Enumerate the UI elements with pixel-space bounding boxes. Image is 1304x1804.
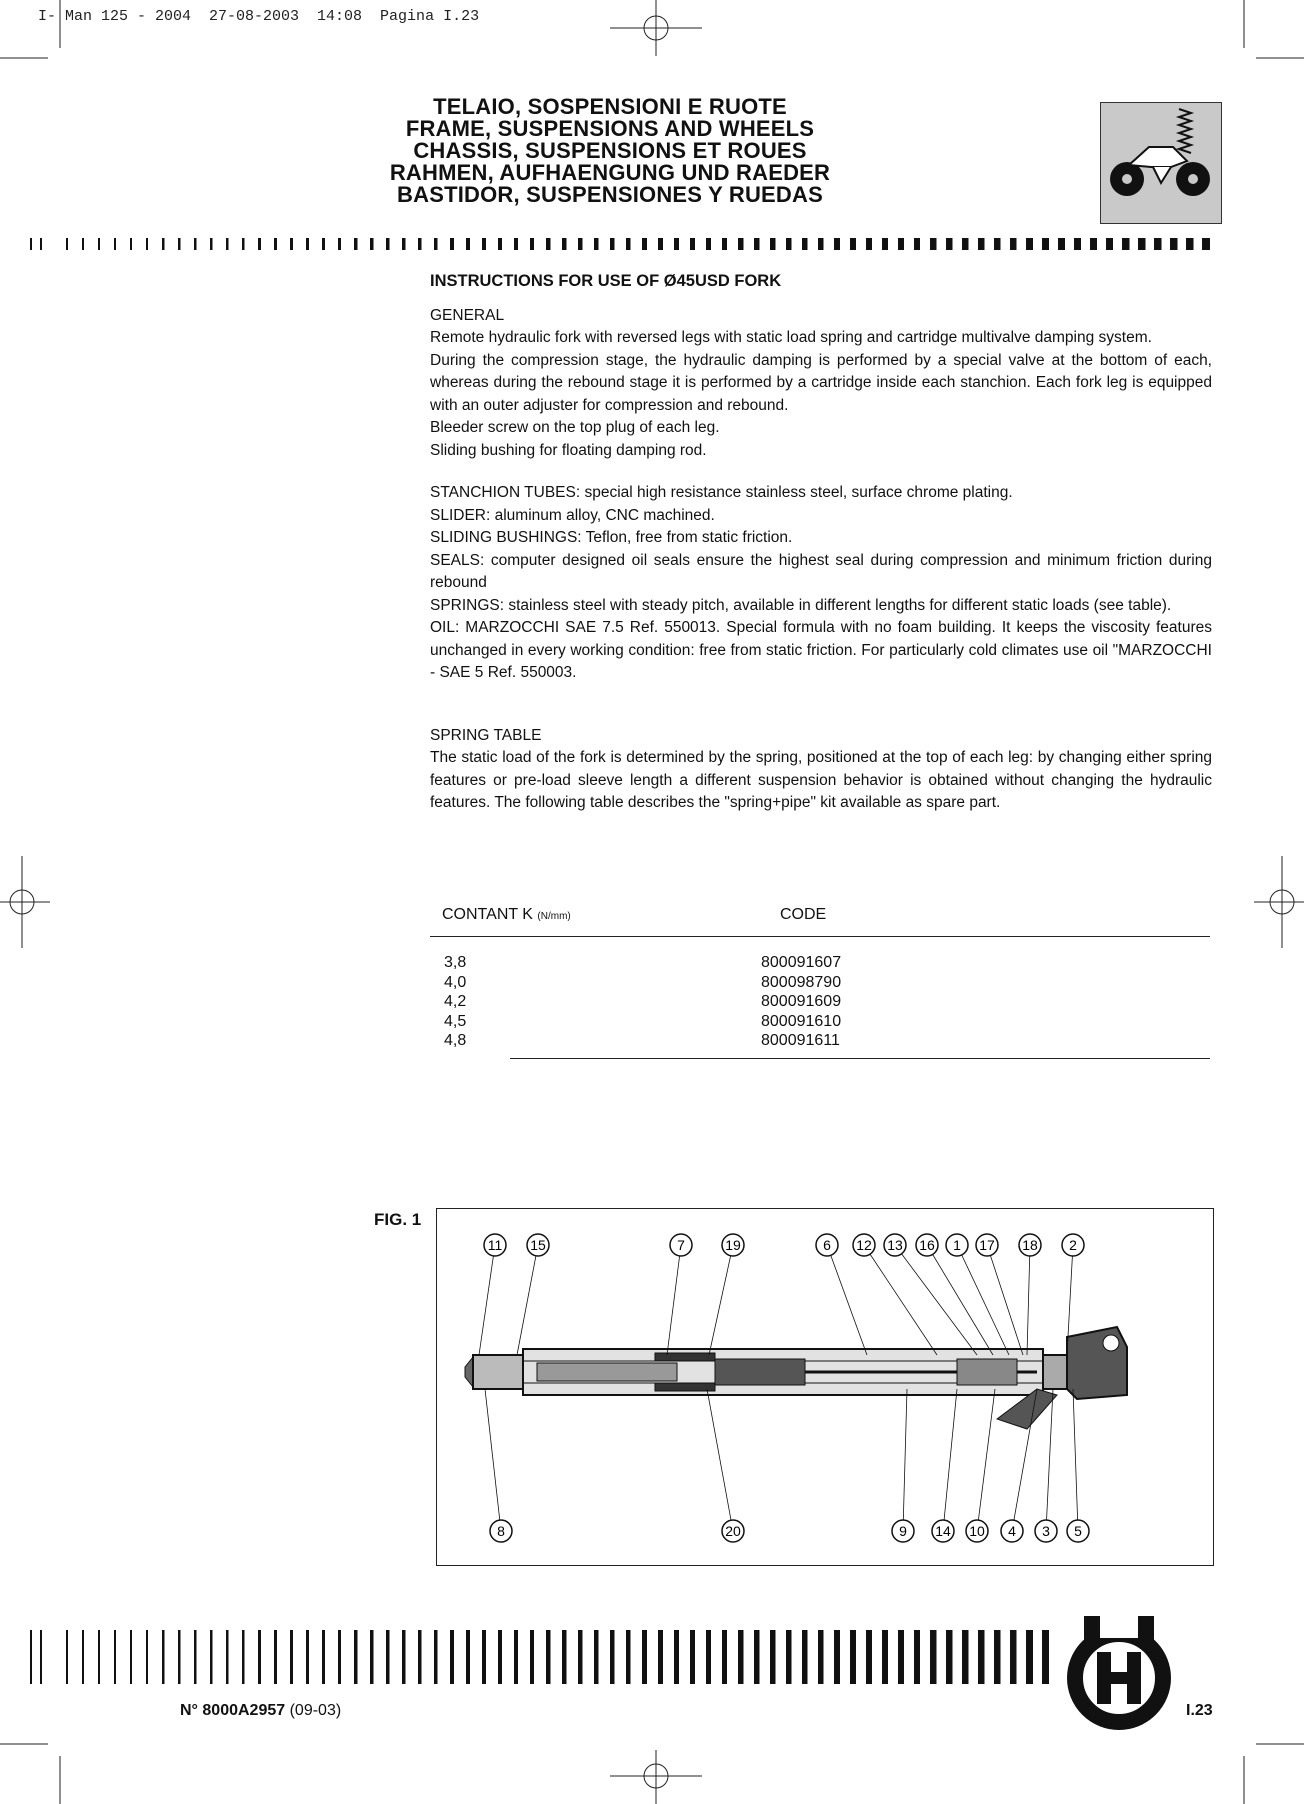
callout-leader-line — [479, 1245, 495, 1355]
spec-bushings: SLIDING BUSHINGS: Teflon, free from static friction. — [430, 529, 793, 546]
callout-number: 3 — [1042, 1523, 1050, 1539]
general-paragraph: During the compression stage, the hydraulic damping is performed by a special valve at the bottom of each, whereas during the rebound stage it is performed by a cartridge inside each stanchion. Each fork leg is equipped with an outer adjuster for compression and rebound. — [430, 351, 1212, 414]
top-tick-bar — [30, 238, 1220, 250]
title-de: RAHMEN, AUFHAENGUNG UND RAEDER — [389, 160, 831, 185]
callout-number: 20 — [725, 1523, 741, 1539]
callout-leader-line — [943, 1389, 957, 1531]
page-number: I.23 — [1186, 1702, 1213, 1719]
callout-leader-line — [709, 1245, 733, 1355]
table-row: 4,0 800098790 — [444, 973, 842, 991]
bottom-tick-bar — [30, 1630, 1060, 1684]
callouts-bottom — [485, 1389, 1089, 1542]
motorcycle-suspension-icon — [1100, 102, 1222, 224]
callout-number: 6 — [823, 1237, 831, 1253]
general-title: GENERAL — [430, 306, 505, 324]
callout-number: 4 — [1008, 1523, 1016, 1539]
table-row: 4,8 800091611 — [444, 1032, 840, 1049]
document-number: N° 8000A2957 (09-03) — [180, 1702, 342, 1719]
callout-number: 13 — [887, 1237, 903, 1253]
section-titles — [330, 96, 890, 206]
callout-leader-line — [864, 1245, 937, 1355]
table-row: 3,8 800091607 — [444, 954, 842, 971]
callout-leader-line — [517, 1245, 538, 1355]
general-paragraph: Sliding bushing for floating damping rod. — [430, 441, 707, 459]
callout-leader-line — [903, 1389, 907, 1531]
callout-number: 2 — [1069, 1237, 1077, 1253]
title-fr: CHASSIS, SUSPENSIONS ET ROUES — [413, 138, 807, 163]
callout-number: 10 — [969, 1523, 985, 1539]
spec-slider: SLIDER: aluminum alloy, CNC machined. — [430, 506, 715, 524]
table-row: 4,5 800091610 — [444, 1012, 842, 1030]
callout-number: 7 — [677, 1237, 685, 1253]
callout-number: 11 — [487, 1237, 503, 1253]
callout-number: 12 — [856, 1237, 872, 1253]
instructions-heading: INSTRUCTIONS FOR USE OF Ø45USD FORK — [430, 272, 782, 290]
callout-leader-line — [987, 1245, 1023, 1355]
spec-seals: SEALS: computer designed oil seals ensure the highest seal during compression and minimum friction during rebound — [430, 551, 1212, 591]
callout-leader-line — [1027, 1245, 1030, 1355]
table-row: 4,2 800091609 — [444, 993, 842, 1010]
callout-leader-line — [667, 1245, 681, 1355]
callout-number: 5 — [1074, 1523, 1082, 1539]
fork-instructions — [430, 270, 1212, 815]
husqvarna-logo — [1054, 1614, 1184, 1732]
column-header-code: CODE — [780, 906, 827, 923]
general-paragraph: Remote hydraulic fork with reversed legs with static load spring and cartridge multivalve damping system. — [430, 329, 1152, 346]
column-header-k: CONTANT K (N/mm) — [442, 906, 571, 923]
callout-leader-line — [485, 1389, 501, 1531]
general-paragraph: Bleeder screw on the top plug of each leg. — [430, 419, 720, 436]
callout-number: 19 — [725, 1237, 741, 1253]
print-header: I- Man 125 - 2004 27-08-2003 14:08 Pagina I.23 — [38, 8, 480, 25]
title-en: FRAME, SUSPENSIONS AND WHEELS — [405, 116, 815, 141]
title-es: BASTIDOR, SUSPENSIONES Y RUEDAS — [397, 182, 823, 207]
spec-oil: OIL: MARZOCCHI SAE 7.5 Ref. 550013. Special formula with no foam building. It keeps the viscosity features unchanged in every working condition: free from static friction. For particularly cold climates use oil "MARZOCCHI - SAE 5 Ref. 550003. — [430, 619, 1212, 681]
callout-number: 15 — [530, 1237, 546, 1253]
callout-number: 18 — [1022, 1237, 1038, 1253]
callout-leader-line — [1073, 1389, 1078, 1531]
title-it: TELAIO, SOSPENSIONI E RUOTE — [433, 94, 787, 119]
callout-leader-line — [977, 1389, 995, 1531]
callout-number: 16 — [919, 1237, 935, 1253]
callout-leader-line — [827, 1245, 867, 1355]
callout-leader-line — [707, 1389, 733, 1531]
figure-label: FIG. 1 — [374, 1210, 422, 1229]
callout-number: 17 — [979, 1237, 995, 1253]
callout-number: 1 — [953, 1237, 961, 1253]
fork-exploded-diagram — [436, 1208, 1214, 1566]
spring-table-title: SPRING TABLE — [430, 726, 542, 744]
callout-number: 9 — [899, 1523, 907, 1539]
callouts-top — [479, 1234, 1084, 1355]
callout-leader-line — [1046, 1389, 1053, 1531]
callout-number: 8 — [497, 1523, 505, 1539]
callout-number: 14 — [935, 1523, 951, 1539]
spring-table-text: The static load of the fork is determined by the spring, positioned at the top of each leg: by changing either spring features or pre-load sleeve length a different suspension behavior is obtained without changing the hydraulic features. The following table describes the "spring+pipe" kit available as spare part. — [430, 749, 1212, 811]
spec-stanchion: STANCHION TUBES: special high resistance stainless steel, surface chrome plating. — [430, 484, 1013, 501]
spec-springs: SPRINGS: stainless steel with steady pitch, available in different lengths for different static loads (see table). — [430, 596, 1172, 614]
